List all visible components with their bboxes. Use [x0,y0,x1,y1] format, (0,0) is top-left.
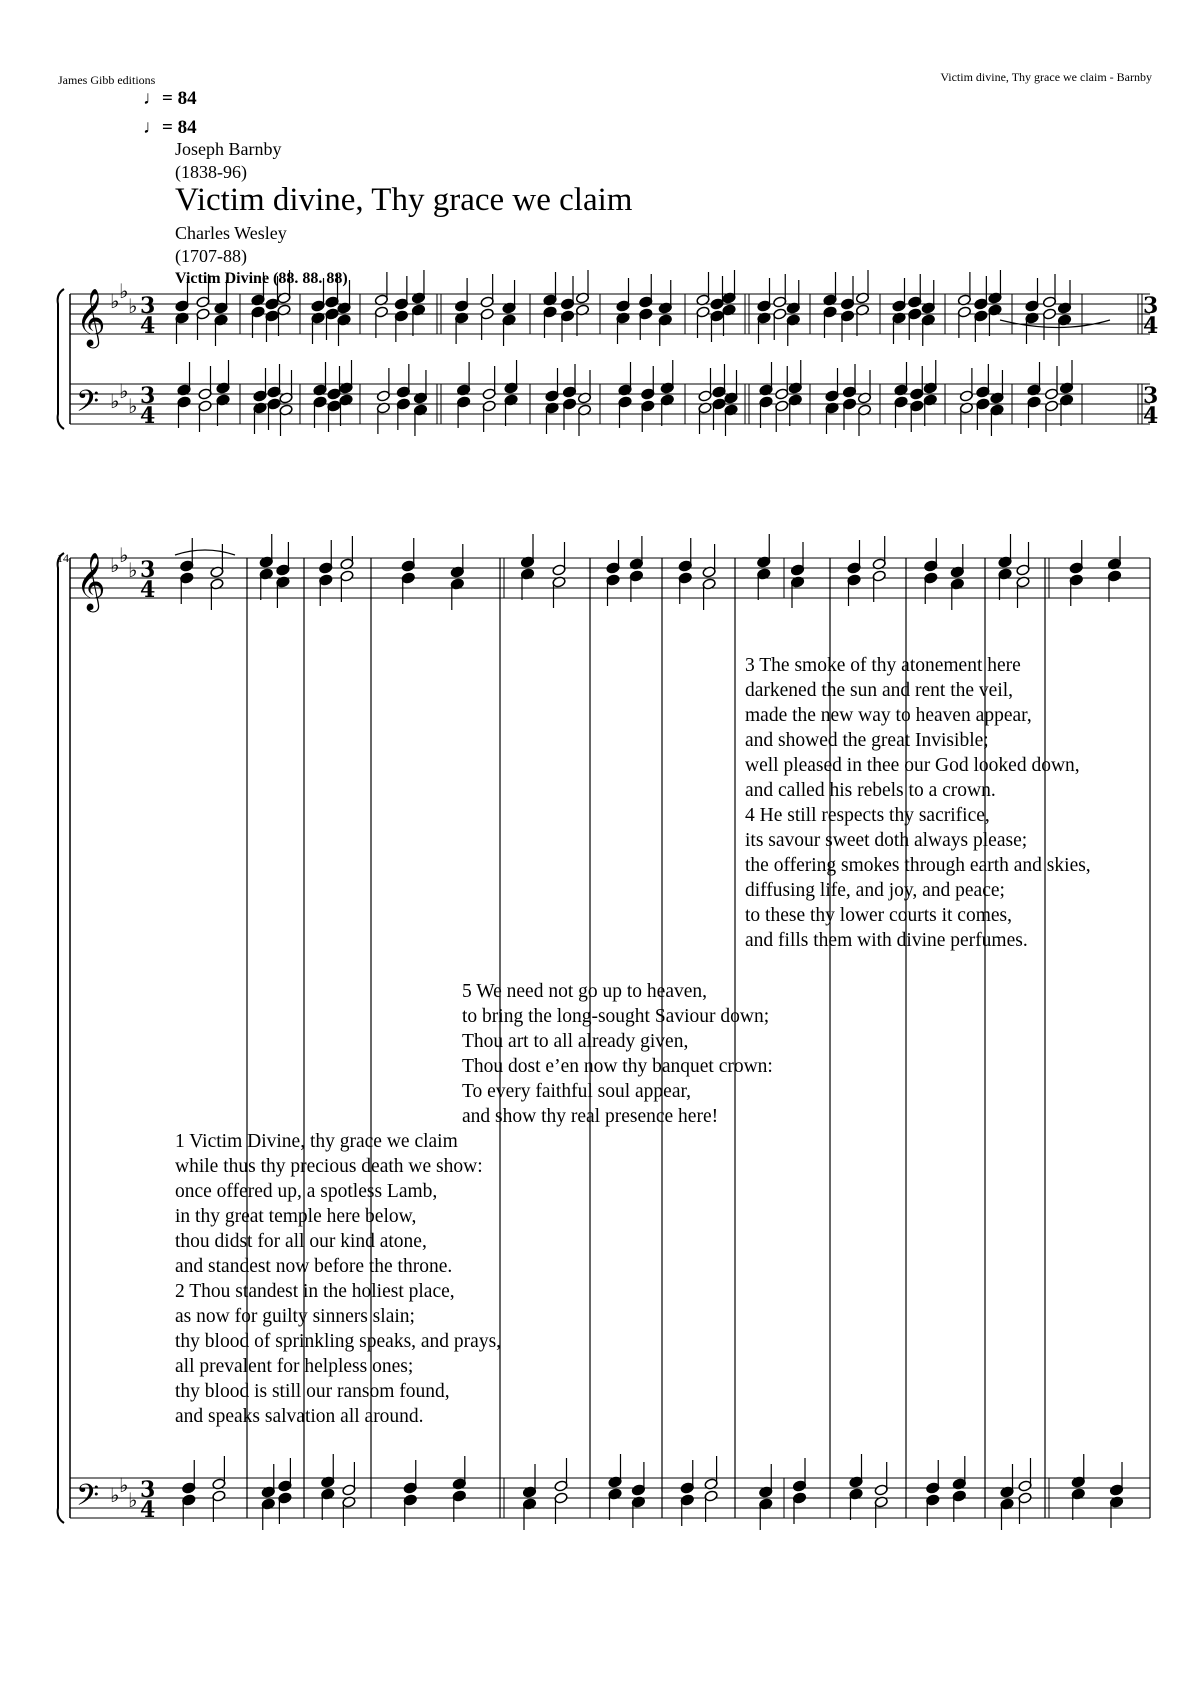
time-signature-bottom: 4 [1143,403,1159,429]
time-signature-top: 3 [140,293,156,319]
quarter-note-icon: ♩ [143,88,162,109]
author-dates: (1707-88) [175,246,247,266]
time-signature-bottom: 4 [140,1497,156,1523]
tempo-mark-1: ♩= 84 [143,88,197,109]
treble-clef-icon: 𝄞 [76,552,106,610]
system-bracket [58,289,64,429]
running-title: Victim divine, Thy grace we claim - Barnby [940,70,1152,84]
quarter-note-icon: ♩ [143,117,162,138]
flat-icon: ♭ [128,558,138,582]
system-2 [58,534,1150,1530]
flat-icon: ♭ [128,1488,138,1512]
flat-icon: ♭ [110,289,120,313]
bass-clef-icon: 𝄢 [76,385,100,426]
flat-icon: ♭ [119,1473,129,1497]
bar-number: 14 [57,551,69,565]
verse-1: 1 Victim Divine, thy grace we claim while thus thy precious death we show: once offered up, a spotless Lamb, in thy great temple here below, thou didst for all our kind atone, and standest now before the throne. [175,1131,483,1277]
flat-icon: ♭ [110,1483,120,1507]
verse-2: 2 Thou standest in the holiest place, as now for guilty sinners slain; thy blood of sprinkling speaks, and prays, all prevalent for helpless ones; thy blood is still our ransom found, and speaks salvation all around. [175,1281,502,1427]
bass-clef-icon: 𝄢 [76,1479,100,1520]
time-signature-bottom: 4 [1143,313,1159,339]
time-signature-top: 3 [1143,293,1159,319]
system-1 [58,270,1159,436]
flat-icon: ♭ [119,279,129,303]
flat-icon: ♭ [110,553,120,577]
treble-clef-icon: 𝄞 [76,288,106,346]
time-signature-bottom: 4 [140,403,156,429]
treble-staff [70,294,1150,334]
hymn-title: Victim divine, Thy grace we claim [175,182,633,218]
tune-name: Victim Divine (88. 88. 88) [175,270,348,287]
time-signature-top: 3 [1143,383,1159,409]
system-bracket [58,553,64,1523]
author-name: Charles Wesley [175,223,287,243]
time-signature-bottom: 4 [140,313,156,339]
time-signature-top: 3 [140,383,156,409]
time-signature-bottom: 4 [140,577,156,603]
publisher-label: James Gibb editions [58,73,156,87]
flat-icon: ♭ [110,389,120,413]
slur [175,550,235,555]
flat-icon: ♭ [128,394,138,418]
time-signature-top: 3 [140,557,156,583]
verse-5: 5 We need not go up to heaven, to bring the long-sought Saviour down; Thou art to all already given, Thou dost e’en now thy banquet crown: To every faithful soul appear, and show thy real presence here! [462,981,773,1127]
composer-name: Joseph Barnby [175,139,282,159]
flat-icon: ♭ [128,294,138,318]
verse-3: 3 The smoke of thy atonement here darkened the sun and rent the veil, made the new way to heaven appear, and showed the great Invisible; well pleased in thee our God looked down, and called his rebels to a crown. [745,655,1080,801]
verse-4: 4 He still respects thy sacrifice, its savour sweet doth always please; the offering smokes through earth and skies, diffusing life, and joy, and peace; to these thy lower courts it comes, and fills them with divine perfumes. [745,805,1091,951]
flat-icon: ♭ [119,379,129,403]
tempo-mark-2: ♩= 84 [143,117,197,138]
time-signature-top: 3 [140,1477,156,1503]
composer-dates: (1838-96) [175,162,247,182]
flat-icon: ♭ [119,543,129,567]
